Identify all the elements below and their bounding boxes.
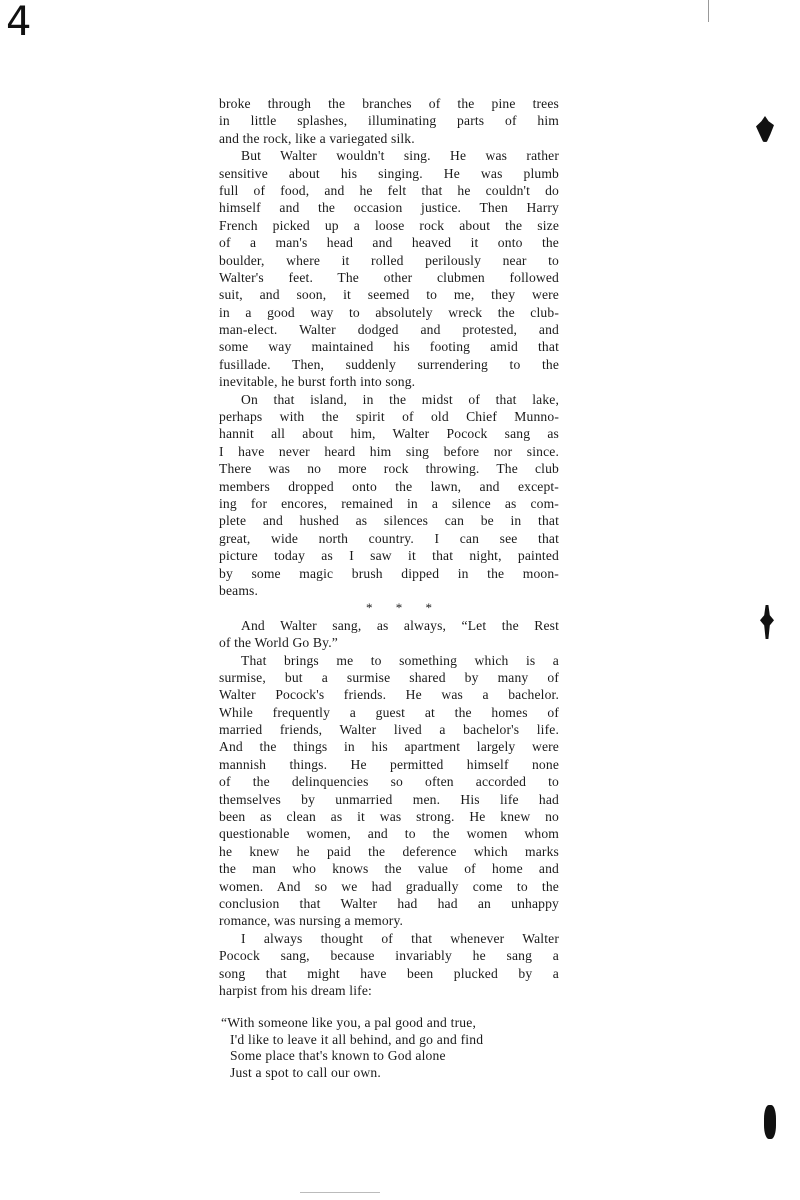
song-verse xyxy=(221,1015,581,1081)
text-line: I have never heard him sing before nor since. xyxy=(219,443,559,459)
text-line: some way maintained his footing amid that xyxy=(219,339,559,355)
text-line: conclusion that Walter had had an unhappy xyxy=(219,895,559,911)
text-line: he knew he paid the deference which marks xyxy=(219,843,559,859)
text-line: members dropped onto the lawn, and except- xyxy=(219,478,559,494)
paragraph-3 xyxy=(219,391,559,600)
text-line: While frequently a guest at the homes of xyxy=(219,704,559,720)
text-line: hannit all about him, Walter Pocock sang as xyxy=(219,426,559,442)
text-line: There was no more rock throwing. The club xyxy=(219,461,559,477)
text-line: by some magic brush dipped in the moon- xyxy=(219,565,559,581)
text-line: suit, and soon, it seemed to me, they were xyxy=(219,287,559,303)
text-line: fusillade. Then, suddenly surrendering to the xyxy=(219,356,559,372)
verse-line: Just a spot to call our own. xyxy=(230,1064,381,1080)
section-separator: * * * xyxy=(366,600,442,616)
text-line: man-elect. Walter dodged and protested, and xyxy=(219,322,559,338)
paragraph-6 xyxy=(219,930,559,1000)
scan-edge-line xyxy=(708,0,709,22)
text-line: full of food, and he felt that he couldn't do xyxy=(219,182,559,198)
text-line: in a good way to absolutely wreck the club- xyxy=(219,304,559,320)
text-line: On that island, in the midst of that lake, xyxy=(241,391,559,407)
text-line: I always thought of that whenever Walter xyxy=(241,930,559,946)
text-line: plete and hushed as silences can be in that xyxy=(219,513,559,529)
text-line: great, wide north country. I can see that xyxy=(219,530,559,546)
text-line: broke through the branches of the pine trees xyxy=(219,96,559,111)
text-line: Pocock sang, because invariably he sang a xyxy=(219,948,559,964)
page-number: 4 xyxy=(6,0,32,45)
binding-hole-mark-icon xyxy=(760,605,774,639)
text-line: the man who knows the value of home and xyxy=(219,861,559,877)
text-line: been as clean as it was strong. He knew no xyxy=(219,809,559,825)
text-line: in little splashes, illuminating parts of him xyxy=(219,113,559,129)
text-line: boulder, where it rolled perilously near to xyxy=(219,252,559,268)
verse-line: “With someone like you, a pal good and true, xyxy=(221,1015,477,1030)
text-line: themselves by unmarried men. His life had xyxy=(219,791,559,807)
text-line: mannish things. He permitted himself none xyxy=(219,756,559,772)
text-line: married friends, Walter lived a bachelor's life. xyxy=(219,722,559,738)
text-line: of a man's head and heaved it onto the xyxy=(219,235,559,251)
text-line: inevitable, he burst forth into song. xyxy=(219,374,416,390)
text-line: questionable women, and to the women whom xyxy=(219,826,559,842)
text-line: sensitive about his singing. He was plumb xyxy=(219,165,559,181)
text-line: romance, was nursing a memory. xyxy=(219,913,404,929)
text-line: Walter's feet. The other clubmen followed xyxy=(219,269,559,285)
scan-bottom-rule xyxy=(300,1192,380,1193)
text-line: And Walter sang, as always, “Let the Rest xyxy=(241,617,559,633)
text-line: ing for encores, remained in a silence as com- xyxy=(219,495,559,511)
text-line: and the rock, like a variegated silk. xyxy=(219,130,415,146)
text-line: song that might have been plucked by a xyxy=(219,965,559,981)
text-line: of the delinquencies so often accorded to xyxy=(219,774,559,790)
text-line: Walter Pocock's friends. He was a bachelor. xyxy=(219,687,559,703)
verse-line: Some place that's known to God alone xyxy=(230,1048,446,1064)
text-line: surmise, but a surmise shared by many of xyxy=(219,669,559,685)
text-line: That brings me to something which is a xyxy=(241,652,559,668)
text-line: of the World Go By.” xyxy=(219,635,338,651)
text-line: And the things in his apartment largely were xyxy=(219,739,559,755)
paragraph-2 xyxy=(219,147,559,390)
text-line: picture today as I saw it that night, painted xyxy=(219,548,559,564)
text-line: But Walter wouldn't sing. He was rather xyxy=(241,148,559,164)
paragraph-1 xyxy=(219,95,559,147)
binding-hole-mark-icon xyxy=(756,116,774,142)
text-line: perhaps with the spirit of old Chief Munno- xyxy=(219,409,559,425)
text-line: himself and the occasion justice. Then Harry xyxy=(219,200,559,216)
body-text-column xyxy=(219,95,559,999)
text-line: beams. xyxy=(219,582,259,598)
paragraph-4 xyxy=(219,617,559,652)
text-line: harpist from his dream life: xyxy=(219,982,372,998)
verse-line: I'd like to leave it all behind, and go and find xyxy=(230,1031,484,1047)
binding-hole-mark-icon xyxy=(764,1105,776,1139)
text-line: French picked up a loose rock about the size xyxy=(219,217,559,233)
paragraph-5 xyxy=(219,652,559,930)
text-line: women. And so we had gradually come to the xyxy=(219,878,559,894)
